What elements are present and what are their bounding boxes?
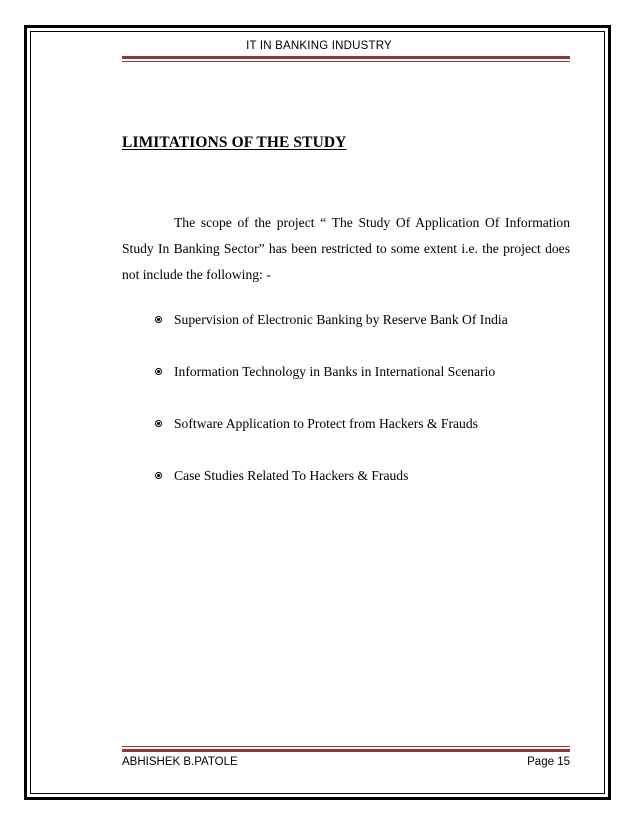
bullet-icon — [155, 472, 162, 479]
list-item-text: Case Studies Related To Hackers & Frauds — [174, 468, 409, 483]
list-item-text: Information Technology in Banks in International Scenario — [174, 364, 496, 379]
list-item — [122, 362, 570, 414]
list-item — [122, 414, 570, 466]
body-paragraph: The scope of the project “ The Study Of Application Of Information Study In Banking Sector” has been restricted to some extent i.e. the project does not include the following: - — [122, 215, 570, 282]
footer-rule-thin — [122, 746, 570, 747]
running-header: IT IN BANKING INDUSTRY — [246, 40, 392, 52]
list-item-text: Supervision of Electronic Banking by Reserve Bank Of India — [174, 312, 508, 327]
list-item — [122, 466, 570, 518]
bullet-icon — [155, 316, 162, 323]
list-item-text: Software Application to Protect from Hackers & Frauds — [174, 416, 478, 431]
footer-author: ABHISHEK B.PATOLE — [122, 756, 238, 768]
header-rule-thin — [122, 61, 570, 62]
section-title: LIMITATIONS OF THE STUDY — [122, 134, 347, 151]
header-rule — [122, 56, 570, 59]
limitations-list — [122, 310, 570, 518]
footer-rule — [122, 749, 570, 752]
list-item — [122, 310, 570, 362]
bullet-icon — [155, 420, 162, 427]
bullet-icon — [155, 368, 162, 375]
page-number: Page 15 — [527, 756, 570, 768]
